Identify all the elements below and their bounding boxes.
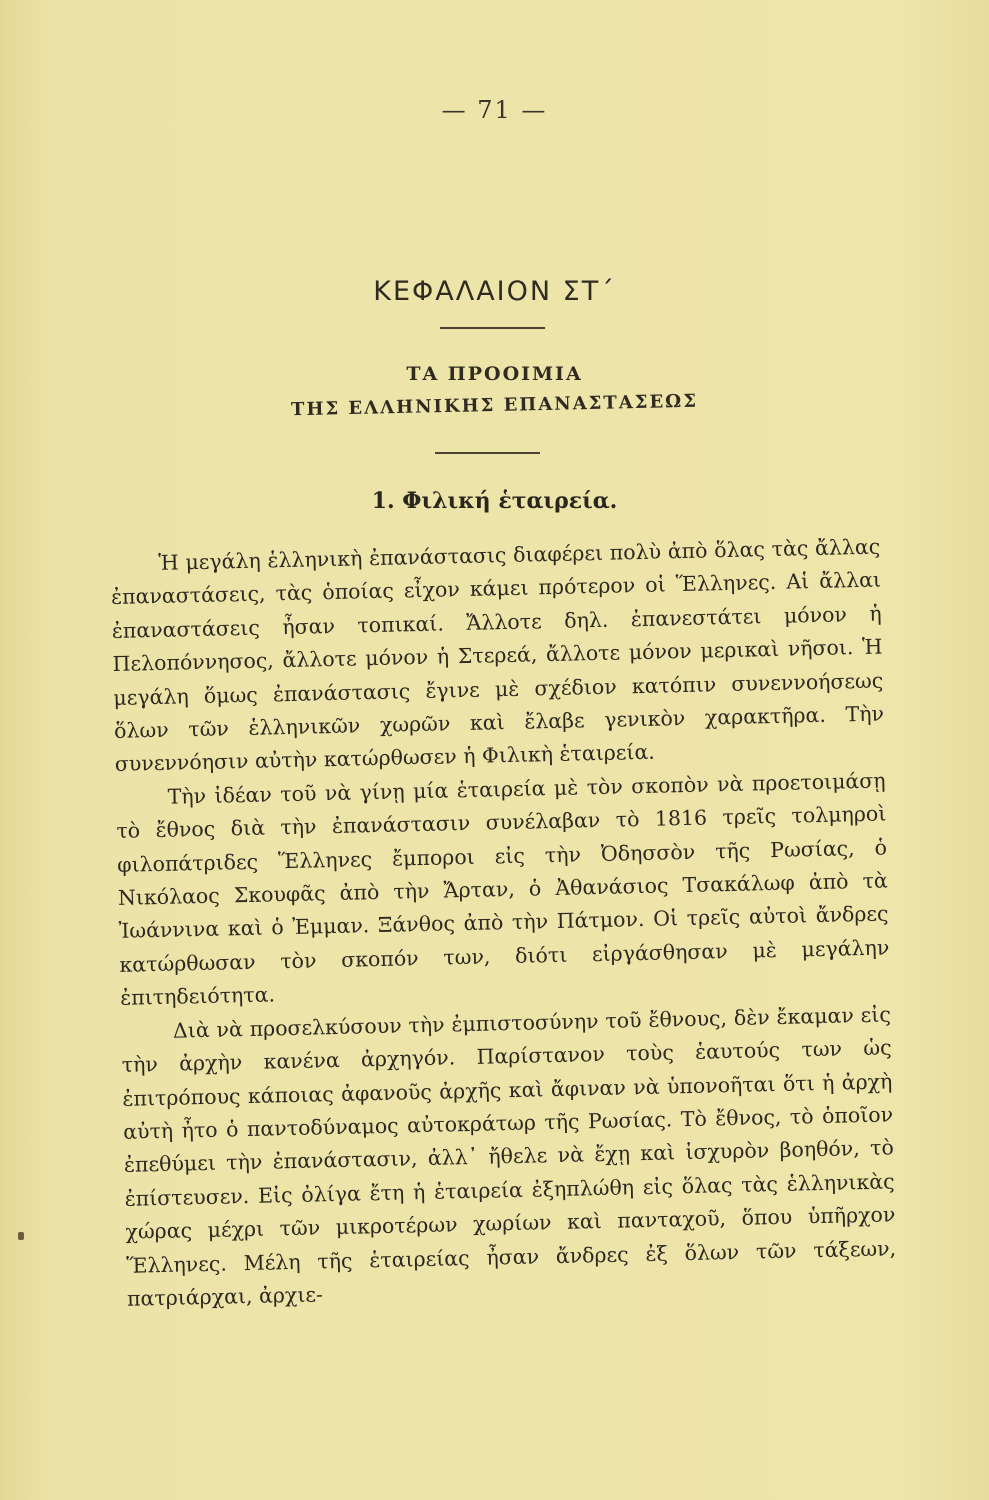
divider-rule <box>440 327 545 329</box>
body-text <box>110 531 897 1317</box>
margin-ink-mark <box>18 1232 24 1240</box>
section-title-line1: ΤΑ ΠΡΟΟΙΜΙΑ <box>406 363 583 385</box>
section-subheading: 1. Φιλική ἑταιρεία. <box>371 488 618 514</box>
page-number: — 71 — <box>441 96 548 124</box>
paragraph: Ἡ μεγάλη ἑλληνικὴ ἐπανάστασις διαφέρει πολὺ ἀπὸ ὅλας τὰς ἄλλας ἐπαναστάσεις, τὰς ὁποίας εἶχον κάμει πρότερον οἱ Ἕλληνες. Αἱ ἄλλαι ἐπαναστάσεις ἦσαν τοπικαί. Ἄλλοτε δηλ. ἐπανεστάτει μόνον ἡ Πελοπόννησος, ἄλλοτε μόνον ἡ Στερεά, ἄλλοτε μόνον μερικαὶ νῆσοι. Ἡ μεγάλη ὅμως ἐπανάστασις ἔγινε μὲ σχέδιον κατόπιν συνεννοήσεως ὅλων τῶν ἑλληνικῶν χωρῶν καὶ ἔλαβε γενικὸν χαρακτῆρα. Τὴν συνεννόησιν αὐτὴν κατώρθωσεν ἡ Φιλικὴ ἑταιρεία. <box>110 534 885 777</box>
section-title-line2: ΤΗΣ ΕΛΛΗΝΙΚΗΣ ΕΠΑΝΑΣΤΑΣΕΩΣ <box>290 390 699 421</box>
chapter-title: ΚΕΦΑΛΑΙΟΝ ΣΤ΄ <box>373 276 616 307</box>
paragraph: Τὴν ἰδέαν τοῦ νὰ γίνῃ μία ἑταιρεία μὲ τὸν σκοπὸν νὰ προετοιμάσῃ τὸ ἔθνος διὰ τὴν ἐπανάστασιν συνέλαβαν τὸ 1816 τρεῖς τολμηροὶ φιλοπάτριδες Ἕλληνες ἔμποροι εἰς τὴν Ὀδησσὸν τῆς Ρωσίας, ὁ Νικόλαος Σκουφᾶς ἀπὸ τὴν Ἄρταν, ὁ Ἀθανάσιος Τσακάλωφ ἀπὸ τὰ Ἰωάννινα καὶ ὁ Ἐμμαν. Ξάνθος ἀπὸ τὴν Πάτμον. Οἱ τρεῖς αὐτοὶ ἄνδρες κατώρθωσαν τὸν σκοπόν των, διότι εἰργάσθησαν μὲ μεγάλην ἐπιτηδειότητα. <box>116 768 890 1011</box>
paragraph: Διὰ νὰ προσελκύσουν τὴν ἐμπιστοσύνην τοῦ ἔθνους, δὲν ἔκαμαν εἰς τὴν ἀρχὴν κανένα ἀρχηγόν. Παρίστανον τοὺς ἑαυτούς των ὡς ἐπιτρόπους κάποιας ἀφανοῦς ἀρχῆς καὶ ἄφιναν νὰ ὑπονοῆται ὅτι ἡ ἀρχὴ αὐτὴ ἦτο ὁ παντοδύναμος αὐτοκράτωρ τῆς Ρωσίας. Τὸ ἔθνος, τὸ ὁποῖον ἐπεθύμει τὴν ἐπανάστασιν, ἀλλ᾿ ἤθελε νὰ ἔχῃ καὶ ἰσχυρὸν βοηθόν, τὸ ἐπίστευσεν. Εἰς ὀλίγα ἔτη ἡ ἑταιρεία ἐξηπλώθη εἰς ὅλας τὰς ἑλληνικὰς χώρας μέχρι τῶν μικροτέρων χωρίων καὶ πανταχοῦ, ὅπου ὑπῆρχον Ἕλληνες. Μέλη τῆς ἑταιρείας ἦσαν ἄνδρες ἐξ ὅλων τῶν τάξεων, πατριάρχαι, ἀρχιε- <box>121 1002 897 1311</box>
divider-rule <box>435 452 540 454</box>
